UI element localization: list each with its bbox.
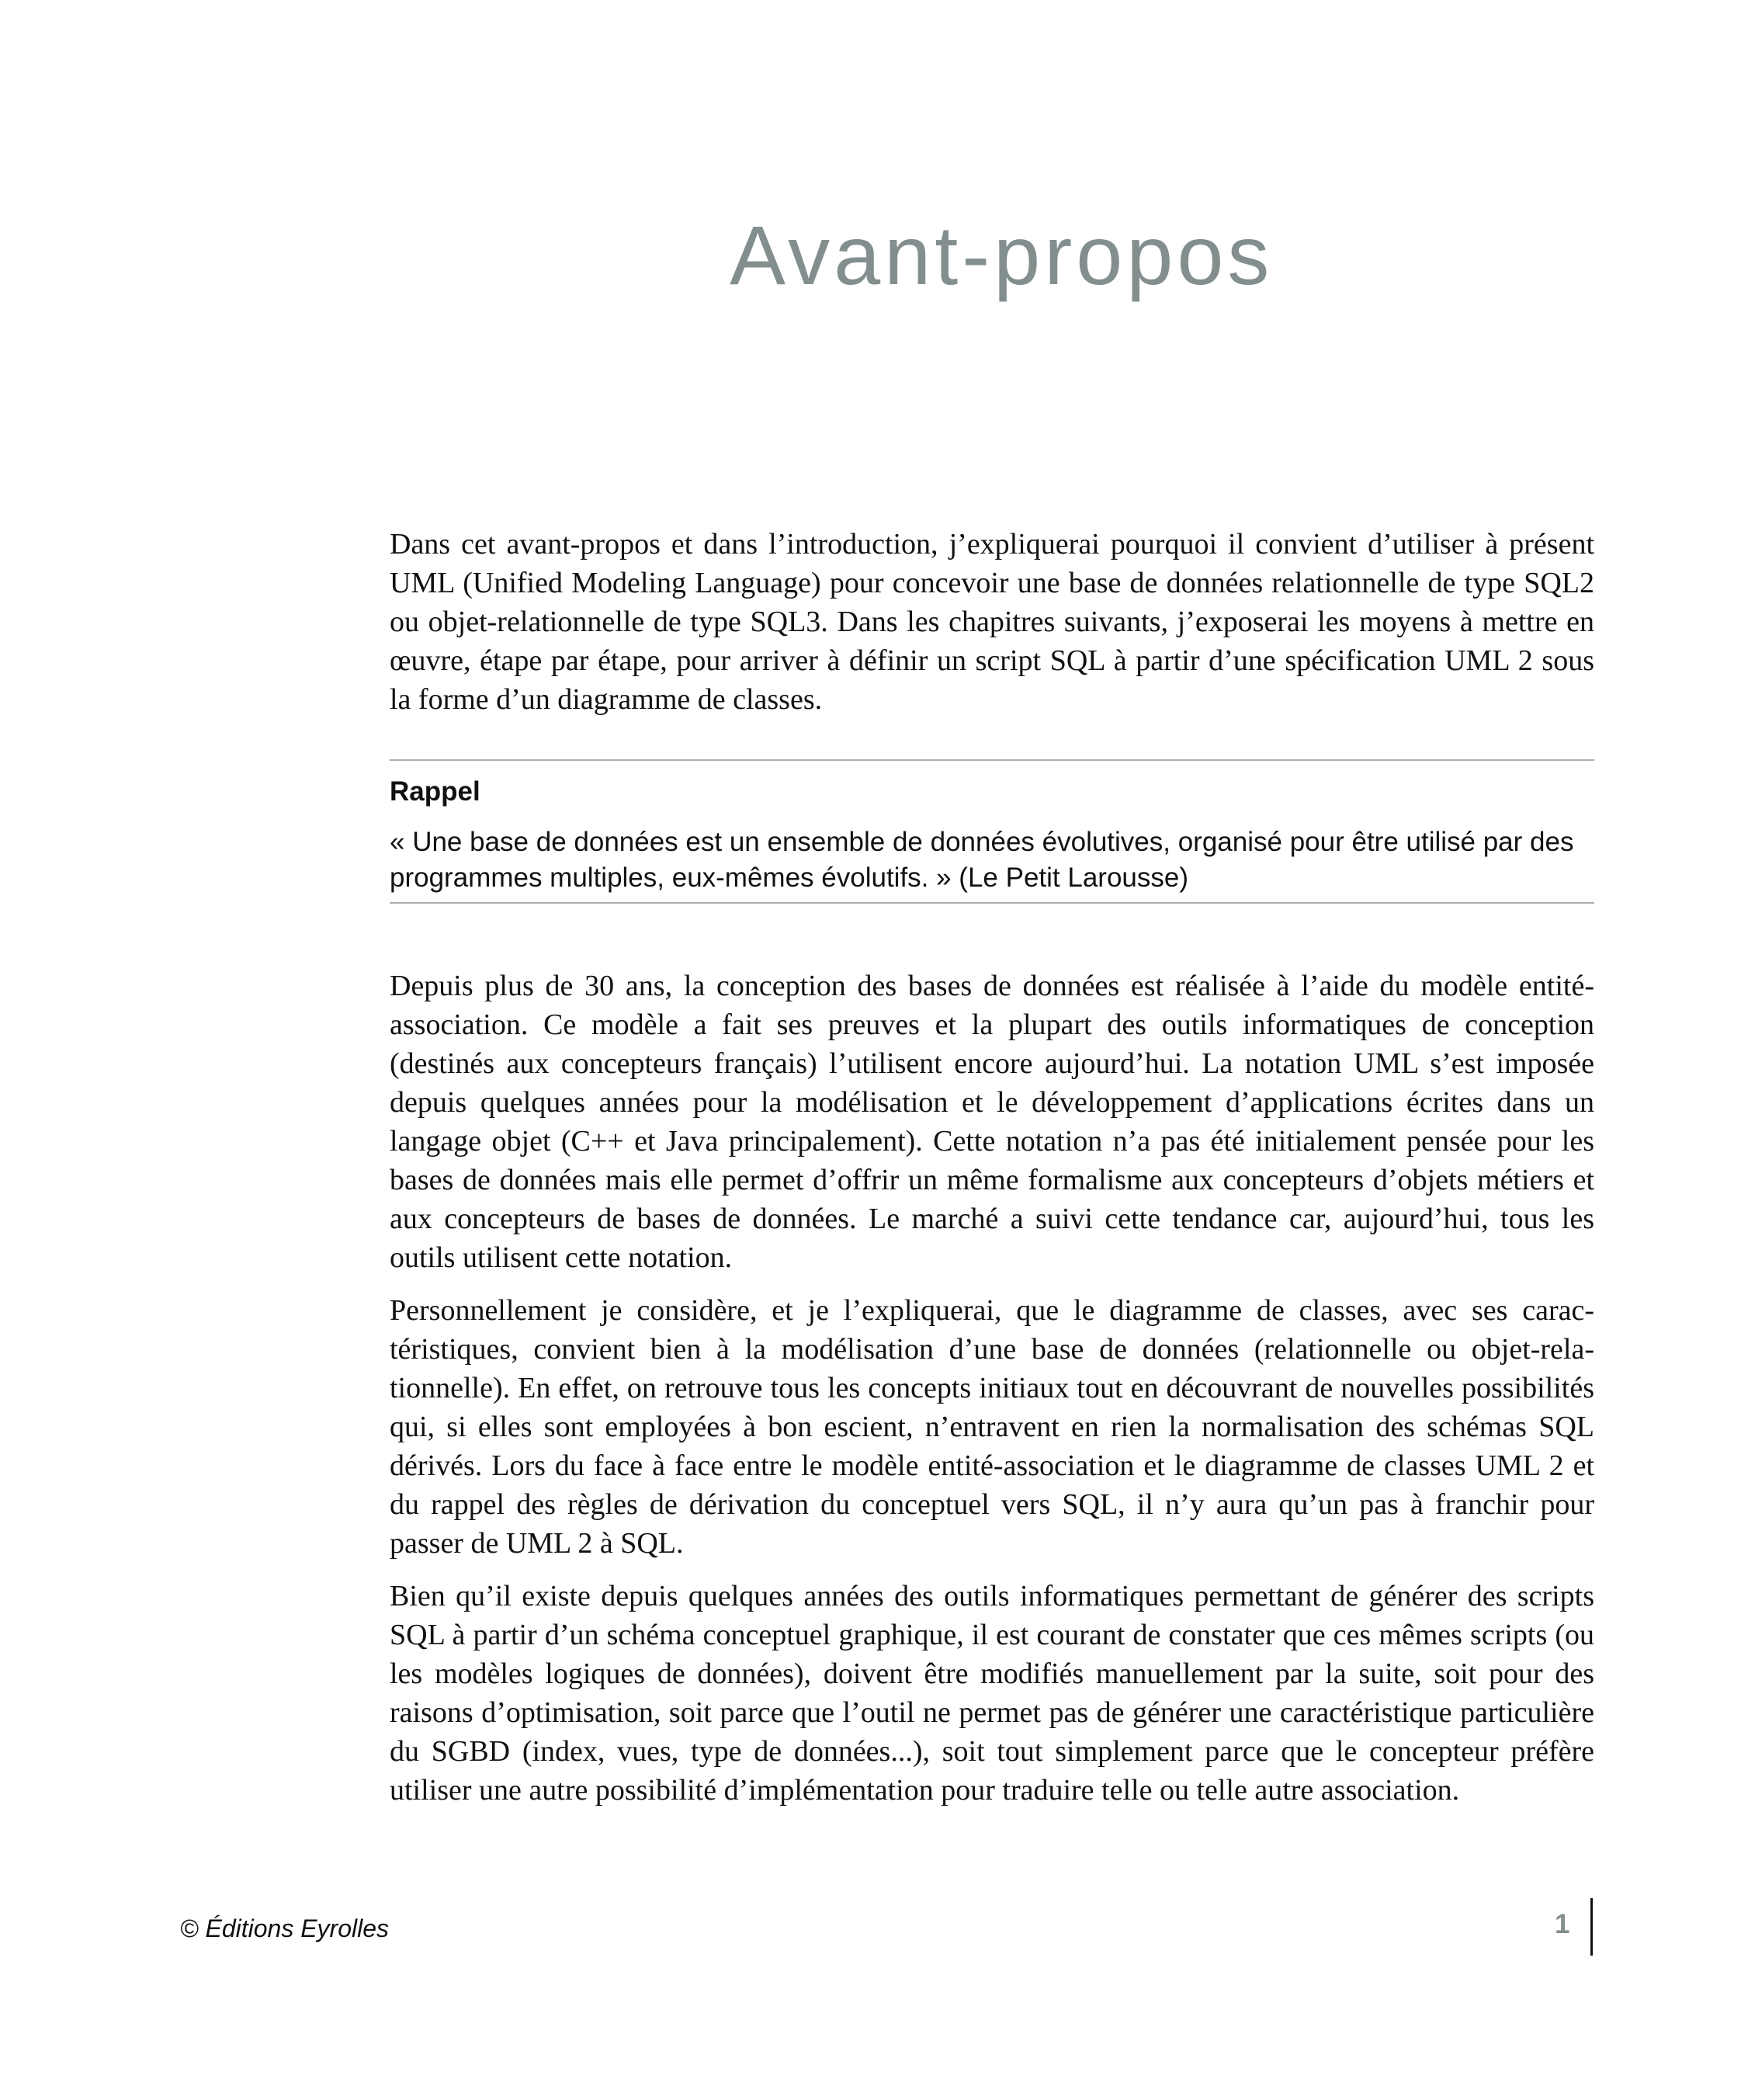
page-number: 1: [1555, 1909, 1570, 1939]
footer-copyright: © Éditions Eyrolles: [180, 1914, 390, 1942]
page-title: Avant-propos: [730, 208, 1274, 302]
main-text-section: [390, 967, 1594, 1824]
body-paragraph-1: Depuis plus de 30 ans, la conception des bases de données est réalisée à l’aide du modèle entité-association. Ce modèle a fait ses preuves et la plupart des outils informatiques de conception (destinés aux concepteurs français) l’utilisent encore aujourd’hui. La notation UML s’est imposée depuis quelques années pour la modélisation et le développement d’applications écrites dans un langage objet (C++ et Java principalement). Cette notation n’a pas été initialement pensée pour les bases de données mais elle permet d’offrir un même formalisme aux concepteurs d’objets métiers et aux concepteurs de bases de données. Le marché a suivi cette tendance car, aujourd’hui, tous les outils utilisent cette notation.: [390, 970, 1594, 1274]
rappel-title: Rappel: [390, 776, 480, 807]
intro-section: [390, 525, 1594, 719]
body-paragraph-3: Bien qu’il existe depuis quelques années des outils informatiques permettant de générer des scripts SQL à partir d’un schéma conceptuel graphique, il est courant de constater que ces mêmes scripts (ou les modèles logiques de données), doivent être modifiés manuellement par la suite, soit pour des raisons d’optimisation, soit parce que l’outil ne permet pas de générer une caractéristique particulière du SGBD (index, vues, type de données...), soit tout simplement parce que le concepteur préfère utiliser une autre possibilité d’implémentation pour traduire telle ou telle autre association.: [390, 1580, 1594, 1807]
rappel-quote: « Une base de données est un ensemble de données évolutives, organisé pour être utilisé par des programmes multiples, eux-mêmes évolutifs. » (Le Petit Larousse): [390, 827, 1574, 893]
body-paragraph-2: Personnellement je considère, et je l’expliquerai, que le diagramme de classes, avec ses caractéristiques, convient bien à la modélisation d’une base de données (relationnelle ou objet-relationnelle). En effet, on retrouve tous les concepts initiaux tout en découvrant de nouvelles possibilités qui, si elles sont employées à bon escient, n’entravent en rien la normalisation des schémas SQL dérivés. Lors du face à face entre le modèle entité-association et le diagramme de classes UML 2 et du rappel des règles de dérivation du conceptuel vers SQL, il n’y aura qu’un pas à franchir pour passer de UML 2 à SQL.: [390, 1294, 1594, 1560]
rappel-box: [390, 759, 1594, 904]
intro-paragraph: Dans cet avant-propos et dans l’introduction, j’expliquerai pourquoi il convient d’utiliser à présent UML (Unified Modeling Language) pour concevoir une base de données relationnelle de type SQL2 ou objet-relationnelle de type SQL3. Dans les chapitres suivants, j’exposerai les moyens à mettre en œuvre, étape par étape, pour arriver à définir un script SQL à partir d’une spécification UML 2 sous la forme d’un diagramme de classes.: [390, 528, 1594, 716]
page-number-rule: [1590, 1898, 1593, 1956]
